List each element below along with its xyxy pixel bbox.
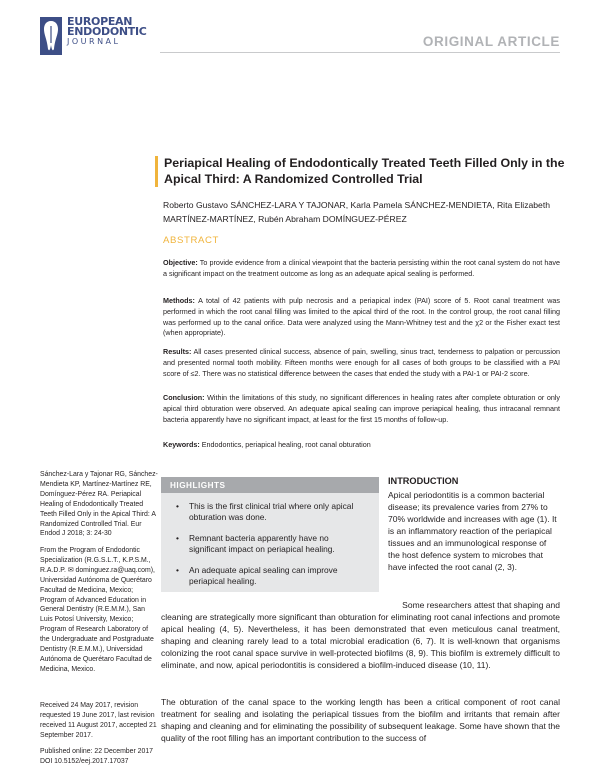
introduction-paragraph-2: cleaning are strategically more significant than obturation for eliminating root canal infections and promote apical healing (4, 5). Nevertheless, it has been demonstrated that even meticulous canal treatment, shaping and cleaning rarely lead to a total microbial eradication (6, 7). It is well-known that organisms colonizing the root canal space survive in well-protected biofilms (8, 9). This biofilm is extremely difficult to eliminate, and now, apical periodontitis is considered a biofilm-induced disease (10, 11). (161, 612, 560, 671)
methods-label: Methods: (163, 296, 195, 305)
abstract-conclusion (163, 393, 560, 425)
article-title: Periapical Healing of Endodontically Treated Teeth Filled Only in the Apical Third: A Randomized Controlled Trial (164, 156, 565, 186)
highlights-box (161, 477, 379, 592)
journal-logo (40, 17, 160, 57)
journal-name-line3: JOURNAL (67, 37, 121, 46)
journal-name (67, 17, 147, 47)
abstract-methods (163, 296, 560, 339)
sidebar-citation: Sánchez-Lara y Tajonar RG, Sánchez-Mendieta KP, Martínez-Martínez RE, Domínguez-Pérez RA. Periapical Healing of Endodontically Treated Teeth Filled Only in the Apical Third: A Randomized Controlled Trial. Eur Endod J 2018; 3: 24-30 (40, 471, 158, 538)
abstract-heading: ABSTRACT (163, 235, 219, 246)
section-label: ORIGINAL ARTICLE (422, 34, 560, 49)
header-divider (160, 52, 560, 53)
keywords-label: Keywords: (163, 440, 200, 449)
highlight-item: • Remnant bacteria apparently have no significant impact on periapical healing. (173, 533, 367, 556)
tooth-logo-icon (40, 17, 62, 55)
abstract-keywords (163, 440, 560, 451)
results-text: All cases presented clinical success, absence of pain, swelling, sinus tract, tenderness to palpation or percussion and presented normal tooth mobility. Fifteen months were enough for all cases of both groups to be classified with a PAI score of ≤2. There was no statistical difference between the cases that ended the study with a PAI-1 or PAI-2 score. (163, 347, 560, 378)
methods-text: A total of 42 patients with pulp necrosis and a periapical index (PAI) score of 5. Root canal treatment was performed in which the root canal filling was limited to the apical third of the root. In the control group, the root canal filling was performed up to the canal orifice. Data were analyzed using the Mann-Whitney test and the χ2 or the Fisher exact test (when appropriate). (163, 296, 560, 338)
abstract-objective (163, 258, 560, 280)
sidebar-affiliations: From the Program of Endodontic Specialization (R.G.S.L.T., K.P.S.M., R.A.D.P. ✉ dominguez.ra@uaq.com), Universidad Autónoma de Querétaro Facultad de Medicina, Mexico; Program of Advanced Education in General Dentistry (R.E.M.M.), San Luis Potosí University, Mexico; Program of Research Laboratory of the Undergraduate and Postgraduate Dentistry (R.E.M.M.), Universidad Autónoma de Querétaro Facultad de Medicina, Mexico. (40, 547, 155, 673)
highlight-item: • This is the first clinical trial where only apical obturation was done. (173, 501, 367, 524)
highlight-item: • An adequate apical sealing can improve periapical healing. (173, 565, 367, 588)
journal-name-line1: EUROPEAN (67, 15, 133, 28)
keywords-text: Endodontics, periapical healing, root canal obturation (201, 440, 371, 449)
objective-text: To provide evidence from a clinical viewpoint that the bacteria persisting within the root canal system do not have a significant impact on the treatment outcome as long as an adequate apical sealing is performed. (163, 258, 560, 278)
introduction-heading: INTRODUCTION (388, 476, 459, 486)
sidebar-published: Published online: 22 December 2017 (40, 748, 154, 755)
title-block (155, 156, 565, 187)
journal-name-line2: ENDODONTIC (67, 25, 147, 38)
abstract-results (163, 347, 560, 379)
conclusion-text: Within the limitations of this study, no significant differences in healing rates after complete obturation or only apical third obturation were observed. An adequate apical sealing can improve periapical healing, thus intracanal remnant bacteria apparently have no significant impact, at least for the first 15 months of follow-up. (163, 393, 561, 424)
objective-label: Objective: (163, 258, 198, 267)
author-list: Roberto Gustavo SÁNCHEZ-LARA Y TAJONAR, Karla Pamela SÁNCHEZ-MENDIETA, Rita Elizabeth MARTÍNEZ-MARTÍNEZ, Rubén Abraham DOMÍNGUEZ-PÉREZ (163, 200, 551, 224)
sidebar-dates: Received 24 May 2017, revision requested 19 June 2017, last revision received 11 August 2017, accepted 21 September 2017. (40, 702, 157, 739)
sidebar-doi: DOI 10.5152/eej.2017.17037 (40, 758, 129, 765)
introduction-paragraph-1: Apical periodontitis is a common bacterial disease; its prevalence varies from 27% to 70% worldwide and increases with age (1). It is an inflammatory reaction of the periapical tissues and an immunological response of the host defence system to microbes that have infected the root canal (2, 3). (388, 490, 557, 572)
introduction-paragraph-2-start: Some researchers attest that shaping and (402, 600, 560, 610)
highlights-heading: HIGHLIGHTS (161, 477, 379, 493)
highlights-list (161, 493, 379, 587)
conclusion-label: Conclusion: (163, 393, 205, 402)
results-label: Results: (163, 347, 192, 356)
introduction-paragraph-3: The obturation of the canal space to the working length has been a critical component of root canal treatment for sealing and isolating the periapical tissues from the biofilm and irritants that remain after shaping and cleaning and for eliminating the possibility of subsequent leakage. Some have shown that the quality of the root filling has an important contribution to the success of (161, 697, 560, 744)
